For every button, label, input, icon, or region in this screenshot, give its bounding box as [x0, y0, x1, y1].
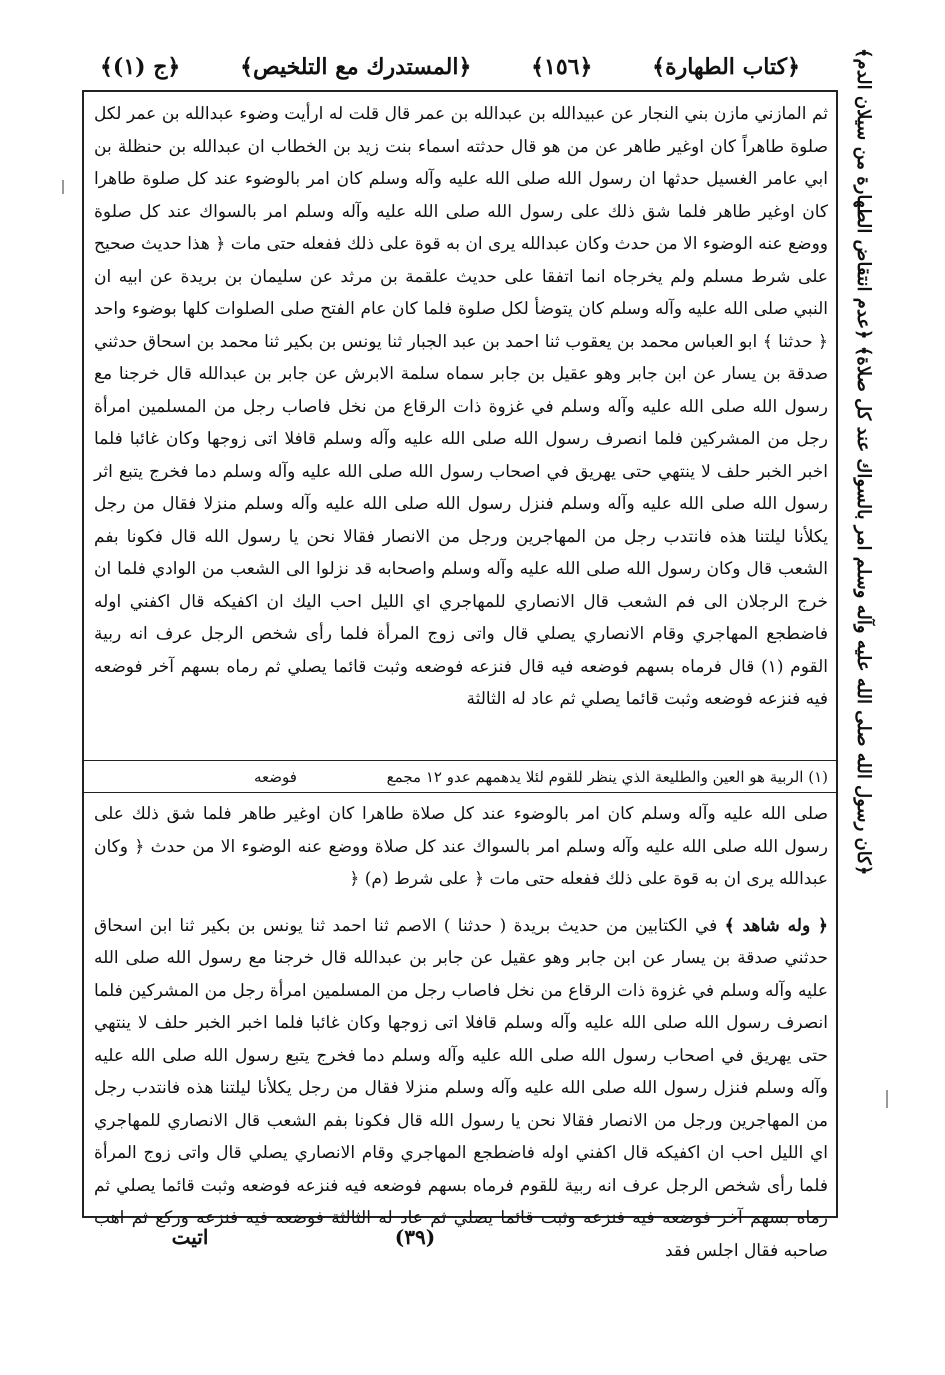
footer-page-number: (٣٩): [394, 1225, 436, 1249]
footer-catchword: اتيت: [171, 1225, 209, 1249]
footnote: [94, 764, 828, 790]
footnote-catchword: فوضعه: [254, 768, 297, 786]
margin-mark: [886, 1090, 888, 1108]
main-text-body: ثم المازني مازن بني النجار عن عبيدالله بن عبدالله بن عمر قال قلت له ارأيت وضوء عبدالله بن عمر لكل صلوة طاهراً كان اوغير طاهر عن من هو قال حدثته اسماء بنت زيد بن الخطاب ان عبدالله بن حنظلة بن ابي عامر الغسيل حدثها ان رسول الله صلى الله عليه وآله وسلم كان امر بالوضوء عند كل صلوة طاهرا كان اوغير طاهر فلما شق ذلك على رسول الله صلى الله عليه وآله وسلم امر بالسواك عند كل صلوة ووضع عنه الوضوء الا من حدث وكان عبدالله يرى ان به قوة على ذلك ففعله حتى مات ﴿ هذا حديث صحيح على شرط مسلم ولم يخرجاه انما اتفقا على حديث علقمة بن مرثد عن سليمان بن بريدة عن ابيه ان النبي صلى الله عليه وآله وسلم كان يتوضأ لكل صلوة فلما كان عام الفتح صلى الصلوات كلها بوضوء واحد ﴿ حدثنا ﴾ ابو العباس محمد بن يعقوب ثنا احمد بن عبد الجبار ثنا يونس بن بكير ثنا محمد بن اسحاق حدثني صدقة بن يسار عن ابن جابر وهو عقيل بن جابر سماه سلمة الابرش عن جابر بن عبدالله قال خرجنا مع رسول الله صلى الله عليه وآله وسلم في غزوة ذات الرقاع من نخل فاصاب رجل من المسلمين امرأة رجل من المشركين فلما انصرف رسول الله صلى الله عليه وآله وسلم قافلا اتى زوجها وكان غائبا فلما اخبر الخبر حلف لا ينتهي حتى يهريق في اصحاب رسول الله صلى الله عليه وآله وسلم دما فخرج يتبع اثر رسول الله صلى الله عليه وآله وسلم فنزل رسول الله صلى الله عليه وآله وسلم منزلا فقال من رجل يكلأنا ليلتنا هذه فانتدب رجل من المهاجرين ورجل من الانصار فقالا نحن يا رسول الله قال فكونا بفم الشعب قال وكان رسول الله صلى الله عليه وآله وسلم واصحابه قد نزلوا الى الشعب من الوادي فلما ان خرج الرجلان الى فم الشعب قال الانصاري للمهاجري اي الليل احب اليك ان اكفيكه قال اكفني اوله فاضطجع المهاجري وقام الانصاري يصلي قال واتى زوج المرأة فلما رأى شخص الرجل عرف انه ربية القوم (١) قال فرماه بسهم فوضعه فيه قال فنزعه فوضعه وثبت قائما يصلي ثم رماه بسهم آخر فوضعه فيه فنزعه فوضعه وثبت قائما يصلي ثم عاد له الثالثة: [94, 104, 828, 709]
header-page-number: ﴿١٥٦﴾: [531, 54, 593, 80]
footnote-divider: [84, 760, 836, 761]
margin-gloss: ﴿كان رسول الله صلى الله عليه وآله وسلم امر بالسواك عند كل صلاة﴾ ﴿عدم انتقاض الطهارة من سيلان الدم﴾: [853, 47, 874, 875]
page-header: [100, 46, 800, 88]
volume-label: ﴿ج (١)﴾: [100, 54, 181, 80]
talkhis-paragraph-2-body: في الكتابين من حديث بريدة ( حدثنا ) الاصم ثنا احمد ثنا يونس بن بكير ثنا ابن اسحاق حدثني صدقة بن يسار عن ابن جابر وهو عقيل عن جابر بن عبدالله قال خرجنا مع رسول الله صلى الله عليه وآله وسلم في غزوة ذات الرقاع من نخل فاصاب رجل من المسلمين امرأة رجل من المشركين فلما انصرف رسول الله صلى الله عليه وآله وسلم قافلا اتى زوجها وكان غائبا فلما اخبر الخبر حلف لا ينتهي حتى يهريق في اصحاب رسول الله صلى الله عليه وآله وسلم دما فخرج يتبع رسول الله صلى الله عليه وآله وسلم فنزل رسول الله صلى الله عليه وآله وسلم منزلا فقال من رجل يكلأنا ليلتنا هذه فانتدب رجل من المهاجرين ورجل من الانصار فقالا نحن يا رسول الله قال فكونا بفم الشعب قال الانصاري للمهاجري اي الليل احب ان اكفيكه قال اكفني اوله فاضطجع المهاجري وقام الانصاري يصلي قال واتى زوج المرأة فلما رأى شخص الرجل عرف انه ربية للقوم فرماه بسهم فوضعه فيه فنزعه فوضعه وثبت قائما يصلي ثم رماه بسهم آخر فوضعه فيه فنزعه وثبت قائما يصلي ثم عاد له الثالثة فوضعه فيه فنزعه وركع ثم اهب صاحبه فقال اجلس فقد: [94, 915, 828, 1261]
work-title: ﴿المستدرك مع التلخيص﴾: [240, 54, 472, 80]
margin-mark: [62, 180, 64, 194]
footnote-text: (١) الربية هو العين والطليعة الذي ينظر للقوم لئلا يدهمهم عدو ١٢ مجمع: [386, 768, 828, 786]
talkhis-paragraph-2: [94, 910, 828, 1268]
chapter-title: ﴿كتاب الطهارة﴾: [652, 54, 800, 80]
main-text: [94, 98, 828, 750]
talkhis-lead: ﴿ وله شاهد ﴾: [724, 915, 828, 936]
talkhis-divider: [84, 792, 836, 793]
talkhis-paragraph-1: صلى الله عليه وآله وسلم كان امر بالوضوء عند كل صلاة طاهرا كان اوغير طاهر فلما شق ذلك على رسول الله صلى الله عليه وآله وسلم امر بالسواك عند كل صلاة ووضع عنه الوضوء الا من حدث ﴿ وكان عبدالله يرى ان به قوة على ذلك ففعله حتى مات ﴿ على شرط (م) ﴿: [94, 804, 828, 889]
